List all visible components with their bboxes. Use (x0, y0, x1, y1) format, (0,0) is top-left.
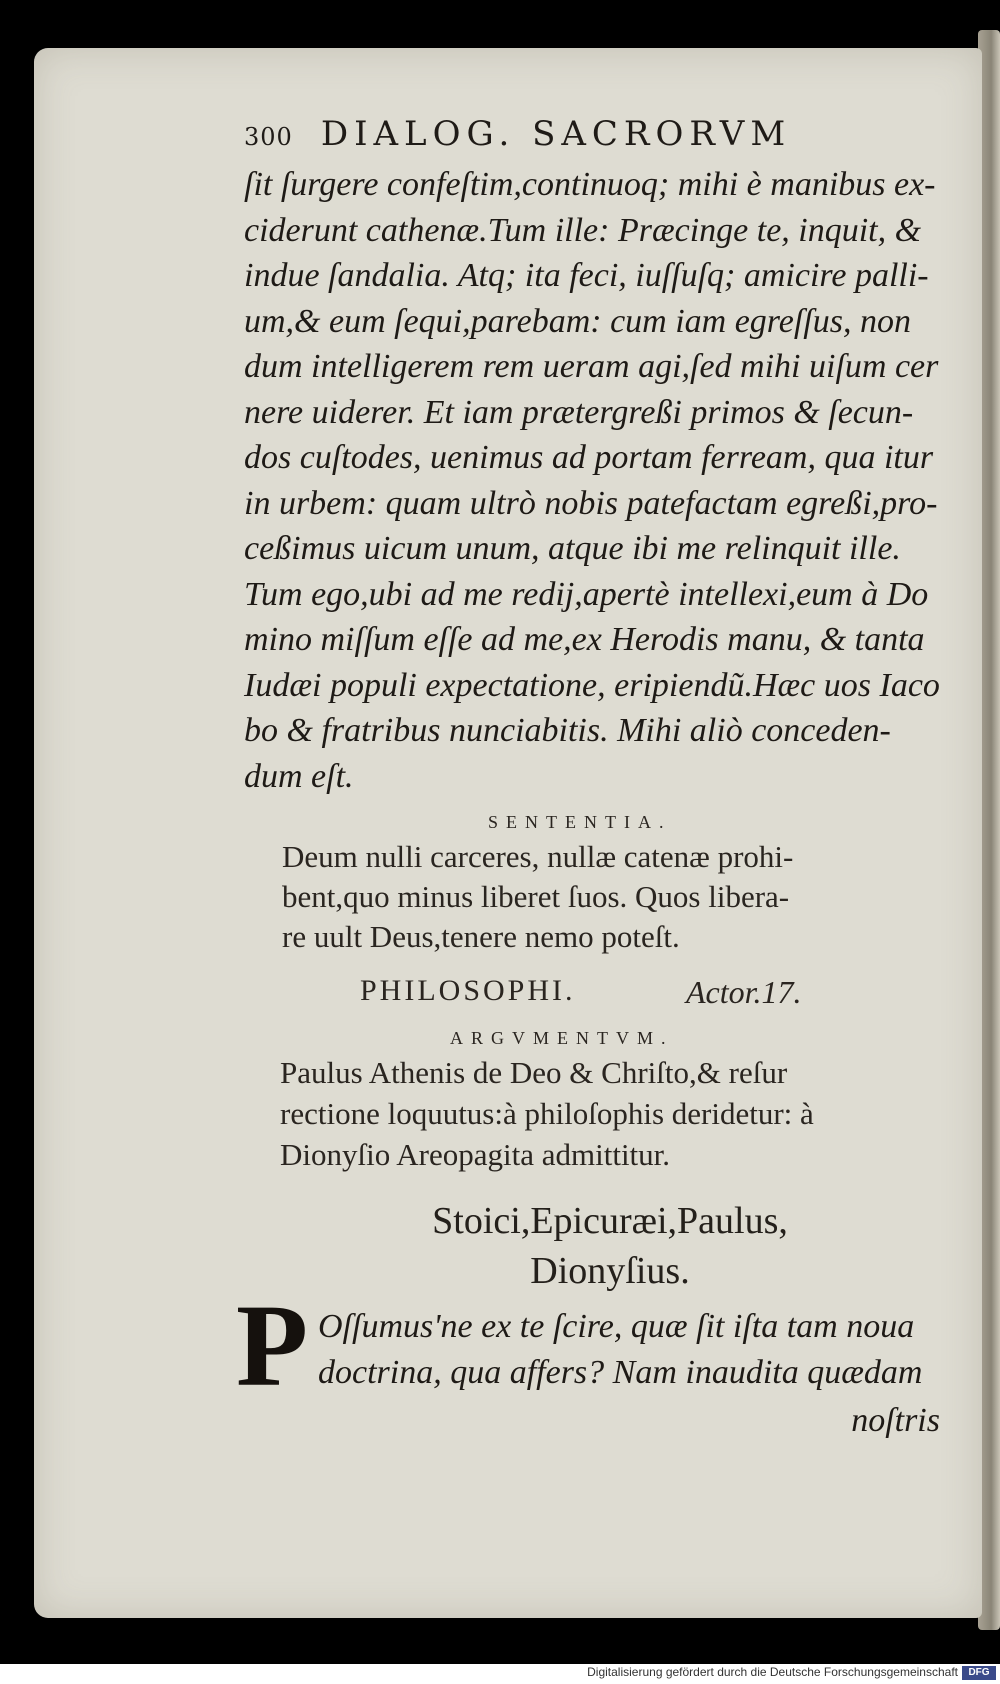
speakers-line: Stoici,Epicuræi,Paulus, (432, 1200, 788, 1242)
text-line: bent,quo minus liberet ſuos. Quos libera- (282, 879, 790, 914)
text-line: um,& eum ſequi,parebam: cum iam egreſſus, non (244, 302, 911, 340)
text-line: rectione loquutus:à philoſophis deridetur: à (280, 1096, 814, 1131)
text-line: ſit ſurgere confeſtim,continuoq; mihi è manibus ex- (244, 166, 936, 203)
text-line: ciderunt cathenæ.Tum ille: Præcinge te, inquit, & (244, 211, 922, 249)
drop-cap: P (236, 1280, 309, 1411)
text-line: nere uiderer. Et iam prætergreßi primos & ſecun- (244, 393, 914, 431)
text-line: dos cuſtodes, uenimus ad portam ferream, qua itur (244, 439, 934, 476)
text-line: ceßimus uicum unum, atque ibi me relinquit ille. (244, 530, 901, 567)
speakers-line: Dionyſius. (530, 1250, 690, 1292)
opening-text (318, 1304, 948, 1396)
footer-credit: Digitalisierung gefördert durch die Deutsche Forschungsgemeinschaft (587, 1665, 958, 1679)
speakers-list (300, 1196, 920, 1296)
text-line: indue ſandalia. Atq; ita feci, iuſſuſq; amicire palli- (244, 257, 929, 294)
argumentum-text (280, 1052, 940, 1175)
sententia-heading: SENTENTIA. (488, 812, 672, 832)
catchword: noſtris (851, 1402, 940, 1439)
text-line: re uult Deus,tenere nemo poteſt. (282, 919, 680, 954)
section-title: PHILOSOPHI. (360, 974, 576, 1007)
running-header (244, 114, 791, 154)
sententia-text (282, 837, 922, 957)
text-line: Deum nulli carceres, nullæ catenæ prohi- (282, 839, 794, 874)
text-line: Tum ego,ubi ad me redij,apertè intellexi,eum à Do (244, 575, 929, 613)
text-line: bo & fratribus nunciabitis. Mihi aliò conceden- (244, 712, 891, 749)
text-line: Iudæi populi expectatione, eripiendũ.Hæc uos Iaco (244, 666, 940, 704)
page-number: 300 (244, 123, 293, 151)
text-line: dum eſt. (244, 757, 354, 795)
text-line: Dionyſio Areopagita admittitur. (280, 1137, 671, 1172)
text-line: in urbem: quam ultrò nobis patefactam egreßi,pro- (244, 484, 938, 522)
text-line: doctrina, qua affers? Nam inaudita quædam (318, 1354, 923, 1391)
dfg-logo-icon[interactable]: DFG (962, 1666, 996, 1680)
body-text (244, 162, 954, 799)
running-title: DIALOG. SACRORVM (320, 114, 792, 154)
text-line: mino miſſum eſſe ad me,ex Herodis manu, & tanta (244, 621, 925, 658)
argumentum-heading: ARGVMENTVM. (450, 1028, 674, 1048)
section-reference: Actor.17. (686, 974, 802, 1010)
text-line: Paulus Athenis de Deo & Chriſto,& reſur (280, 1055, 788, 1090)
text-line: dum intelligerem rem ueram agi,ſed mihi uiſum cer (244, 348, 939, 385)
text-line: Oſſumus'ne ex te ſcire, quæ ſit iſta tam noua (318, 1308, 915, 1345)
